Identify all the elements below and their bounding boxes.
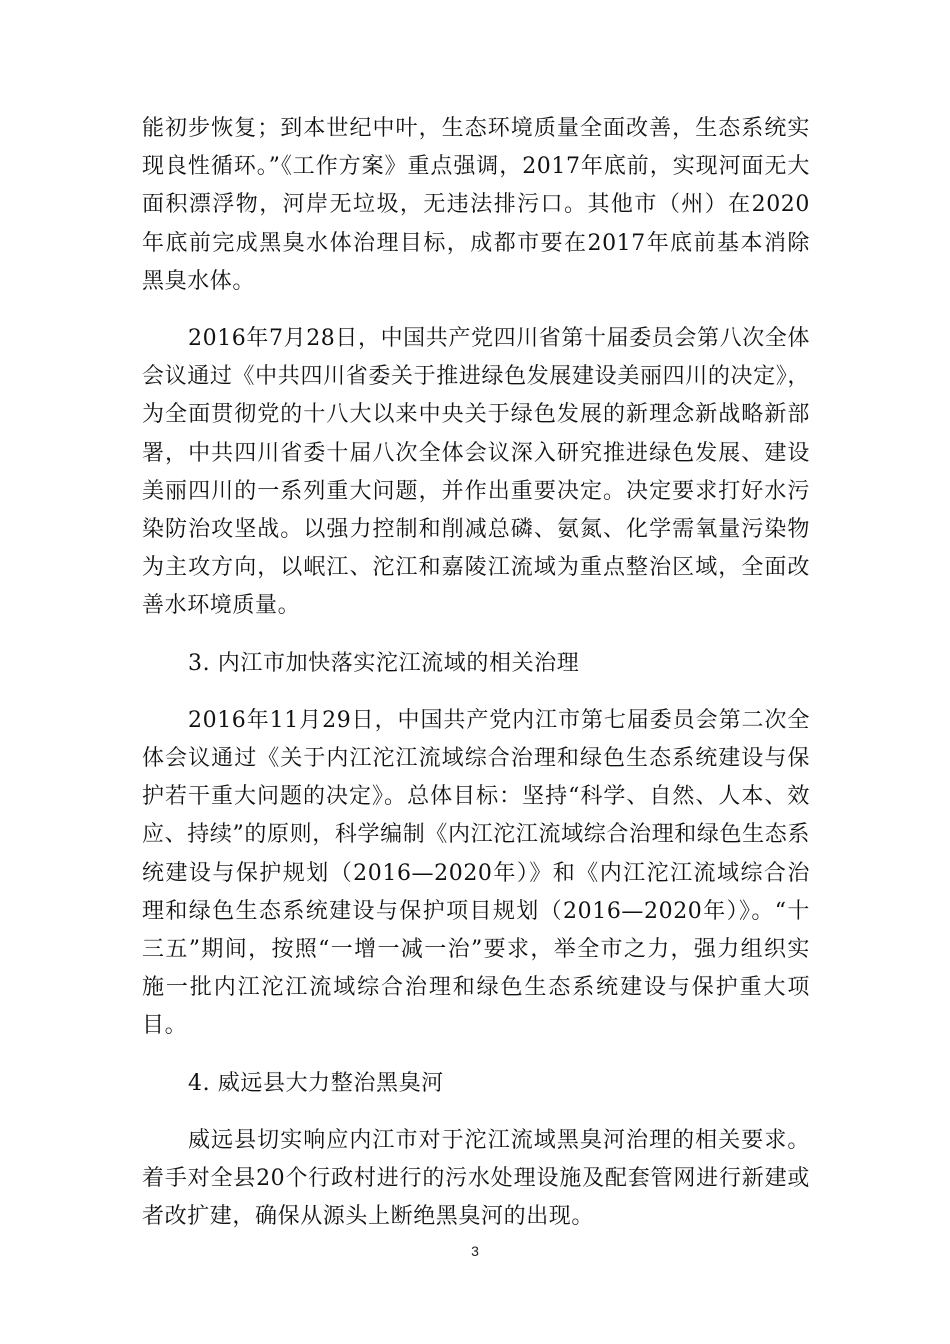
- page-number: 3: [471, 1243, 479, 1259]
- paragraph-continuation: 能初步恢复；到本世纪中叶，生态环境质量全面改善，生态系统实现良性循环。”《工作方案》重点强调，2017年底前，实现河面无大面积漂浮物，河岸无垃圾，无违法排污口。其他市（州）在2020年底前完成黑臭水体治理目标，成都市要在2017年底前基本消除黑臭水体。: [142, 116, 810, 294]
- document-body: [142, 110, 810, 1236]
- section-heading-weiyuan: 4. 威远县大力整治黑臭河: [188, 1070, 444, 1096]
- paragraph-weiyuan-action: 威远县切实响应内江市对于沱江流域黑臭河治理的相关要求。着手对全县20个行政村进行的污水处理设施及配套管网进行新建或者改扩建，确保从源头上断绝黑臭河的出现。: [142, 1127, 810, 1230]
- paragraph-sichuan-decision: 2016年7月28日，中国共产党四川省第十届委员会第八次全体会议通过《中共四川省委关于推进绿色发展建设美丽四川的决定》，为全面贯彻党的十八大以来中央关于绿色发展的新理念新战略新部署，中共四川省委十届八次全体会议深入研究推进绿色发展、建设美丽四川的一系列重大问题，并作出重要决定。决定要求打好水污染防治攻坚战。以强力控制和削减总磷、氨氮、化学需氧量污染物为主攻方向，以岷江、沱江和嘉陵江流域为重点整治区域，全面改善水环境质量。: [142, 326, 810, 619]
- section-heading-neijiang: 3. 内江市加快落实沱江流域的相关治理: [188, 650, 580, 676]
- paragraph-neijiang-decision: 2016年11月29日，中国共产党内江市第七届委员会第二次全体会议通过《关于内江沱江流域综合治理和绿色生态系统建设与保护若干重大问题的决定》。总体目标：坚持“科学、自然、人本、效应、持续”的原则，科学编制《内江沱江流域综合治理和绿色生态系统建设与保护规划（2016—2020年）》和《内江沱江流域综合治理和绿色生态系统建设与保护项目规划（2016—2020年）》。“十三五”期间，按照“一增一减一治”要求，举全市之力，强力组织实施一批内江沱江流域综合治理和绿色生态系统建设与保护重大项目。: [142, 707, 810, 1039]
